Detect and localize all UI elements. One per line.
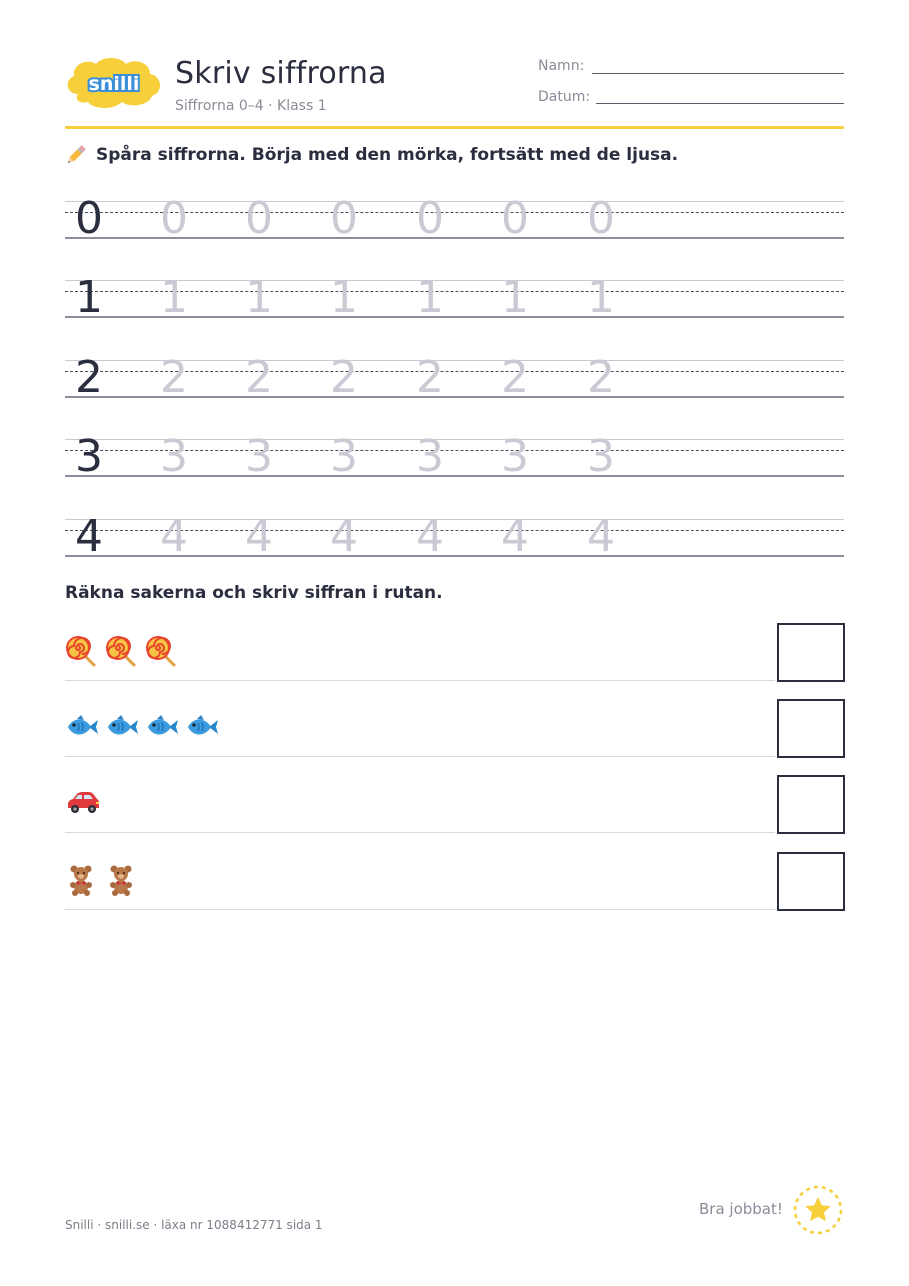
trace-digit: 2 [245,352,273,403]
fish-icon [145,711,179,743]
tracing-row-3 [65,431,844,499]
answer-box[interactable] [777,852,845,911]
model-digit: 3 [75,431,103,482]
trace-digit: 3 [245,431,273,482]
row-divider [65,832,775,833]
trace-digit: 2 [330,352,358,403]
lollipop-icon [105,635,139,667]
answer-box[interactable] [777,699,845,758]
trace-digit: 0 [245,193,273,244]
model-digit: 2 [75,352,103,403]
model-digit: 1 [75,272,103,323]
count-row-car [65,775,844,835]
model-digit: 0 [75,193,103,244]
trace-digit: 0 [160,193,188,244]
lollipop-icon [65,635,99,667]
trace-digit: 4 [416,511,444,562]
page-title: Skriv siffrorna [175,56,387,91]
trace-digit: 4 [587,511,615,562]
trace-digit: 2 [416,352,444,403]
row-divider [65,680,775,681]
teddy-bear-icon [105,864,139,896]
trace-digit: 3 [501,431,529,482]
tracing-row-0 [65,193,844,261]
trace-digit: 2 [587,352,615,403]
name-label: Namn: [538,58,585,74]
trace-digit: 0 [587,193,615,244]
trace-digit: 1 [330,272,358,323]
pencil-icon [64,143,88,167]
name-field[interactable] [592,73,844,74]
counting-instruction: Räkna sakerna och skriv siffran i rutan. [65,583,443,603]
trace-digit: 2 [160,352,188,403]
count-row-fish [65,699,844,759]
trace-digit: 1 [501,272,529,323]
trace-digit: 3 [416,431,444,482]
fish-icon [185,711,219,743]
trace-digit: 3 [330,431,358,482]
tracing-row-2 [65,352,844,420]
teddy-bear-icon [65,864,99,896]
trace-digit: 1 [416,272,444,323]
car-icon [65,787,99,819]
tracing-instruction: Spåra siffrorna. Börja med den mörka, fortsätt med de ljusa. [96,145,679,165]
trace-digit: 0 [416,193,444,244]
trace-digit: 1 [160,272,188,323]
trace-digit: 4 [501,511,529,562]
page-subtitle: Siffrorna 0–4 · Klass 1 [175,98,327,114]
trace-digit: 4 [245,511,273,562]
trace-digit: 2 [501,352,529,403]
row-divider [65,756,775,757]
count-row-teddy-bears [65,852,844,912]
trace-digit: 0 [501,193,529,244]
fish-icon [105,711,139,743]
trace-digit: 1 [587,272,615,323]
tracing-row-1 [65,272,844,340]
logo-text: snilli [88,73,140,95]
lollipop-icon [145,635,179,667]
trace-digit: 1 [245,272,273,323]
footer-text: Snilli · snilli.se · läxa nr 1088412771 sida 1 [65,1218,323,1232]
answer-box[interactable] [777,623,845,682]
trace-digit: 4 [330,511,358,562]
trace-digit: 0 [330,193,358,244]
fish-icon [65,711,99,743]
star-icon [792,1184,844,1236]
date-field[interactable] [596,103,844,104]
snilli-logo [64,54,164,110]
trace-digit: 3 [587,431,615,482]
date-label: Datum: [538,89,591,105]
tracing-row-4 [65,511,844,579]
row-divider [65,909,775,910]
header-divider [65,126,844,129]
model-digit: 4 [75,511,103,562]
trace-digit: 4 [160,511,188,562]
praise-text: Bra jobbat! [699,1200,783,1218]
count-row-lollipops [65,623,844,683]
answer-box[interactable] [777,775,845,834]
trace-digit: 3 [160,431,188,482]
